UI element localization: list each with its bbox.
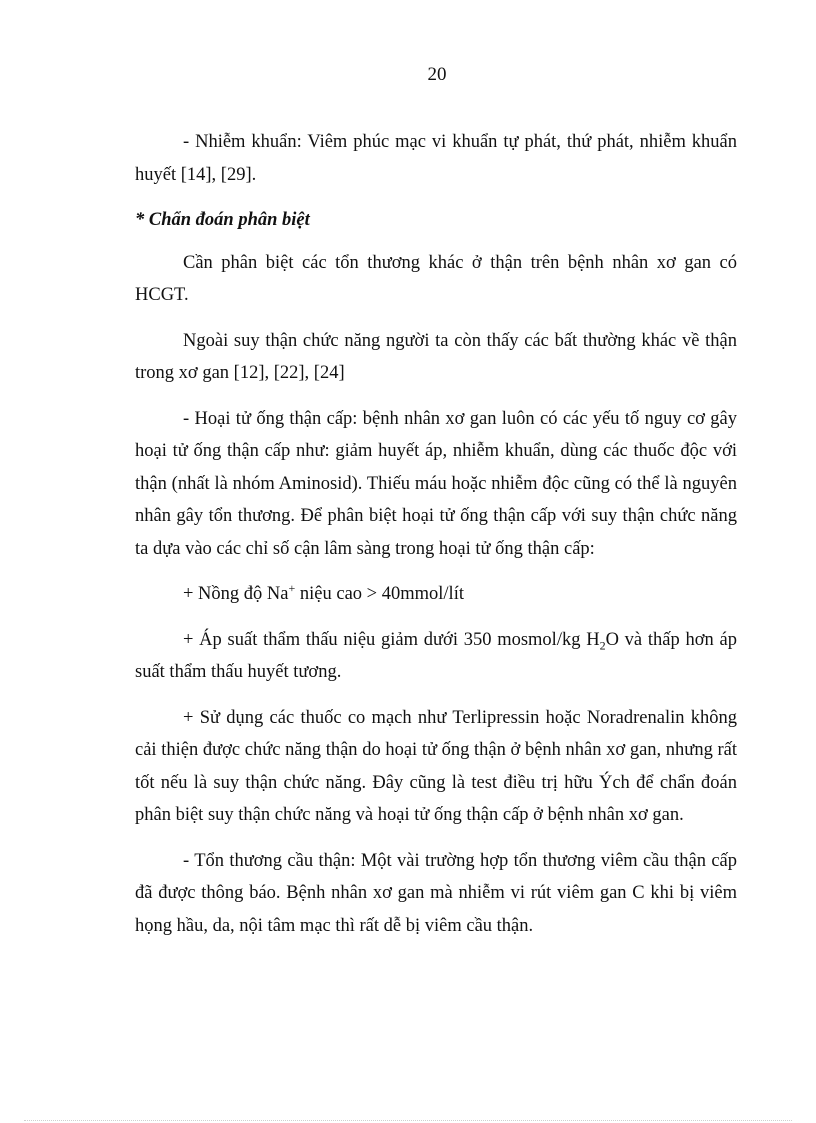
page-bottom-divider bbox=[24, 1120, 792, 1121]
osmotic-text-after: O và thấp hơn áp suất thẩm thấu huyết tương. bbox=[135, 629, 737, 682]
page-number: 20 bbox=[427, 64, 447, 85]
osmotic-subscript: 2 bbox=[599, 638, 606, 653]
paragraph-other-abnormalities: Ngoài suy thận chức năng người ta còn thấy các bất thường khác về thận trong xơ gan [12], [22], [24] bbox=[135, 330, 737, 383]
page-body bbox=[135, 126, 737, 955]
sodium-superscript: + bbox=[288, 580, 296, 595]
section-heading-differential-diagnosis: * Chẩn đoán phân biệt bbox=[135, 210, 310, 230]
paragraph-vasoconstrictors: + Sử dụng các thuốc co mạch như Terlipressin hoặc Noradrenalin không cải thiện được chức năng thận do hoại tử ống thận ở bệnh nhân xơ gan, nhưng rất tốt nếu là suy thận chức năng. Đây cũng là test điều trị hữu Ých để chẩn đoán phân biệt suy thận chức năng và hoại tử ống thận cấp ở bệnh nhân xơ gan. bbox=[135, 707, 737, 825]
paragraph-sodium-level bbox=[135, 578, 737, 611]
sodium-text-after: niệu cao > 40mmol/lít bbox=[295, 584, 464, 604]
paragraph-distinguish: Cần phân biệt các tổn thương khác ở thận trên bệnh nhân xơ gan có HCGT. bbox=[135, 252, 737, 305]
paragraph-acute-tubular-necrosis: - Hoại tử ống thận cấp: bệnh nhân xơ gan luôn có các yếu tố nguy cơ gây hoại tử ống thận cấp như: giảm huyết áp, nhiễm khuẩn, dùng các thuốc độc với thận (nhất là nhóm Aminosid). Thiếu máu hoặc nhiễm độc cũng có thể là nguyên nhân gây tổn thương. Để phân biệt hoại tử ống thận cấp với suy thận chức năng ta dựa vào các chỉ số cận lâm sàng trong hoại tử ống thận cấp: bbox=[135, 408, 737, 559]
osmotic-text-before: + Áp suất thẩm thấu niệu giảm dưới 350 mosmol/kg H bbox=[183, 629, 600, 650]
sodium-text-before: + Nồng độ Na bbox=[183, 584, 289, 604]
paragraph-glomerular-damage: - Tổn thương cầu thận: Một vài trường hợp tổn thương viêm cầu thận cấp đã được thông báo. Bệnh nhân xơ gan mà nhiễm vi rút viêm gan C khi bị viêm họng hầu, da, nội tâm mạc thì rất dễ bị viêm cầu thận. bbox=[135, 850, 737, 936]
paragraph-infection: - Nhiễm khuẩn: Viêm phúc mạc vi khuẩn tự phát, thứ phát, nhiễm khuẩn huyết [14], [29]. bbox=[135, 132, 737, 185]
paragraph-osmotic-pressure bbox=[135, 624, 737, 689]
